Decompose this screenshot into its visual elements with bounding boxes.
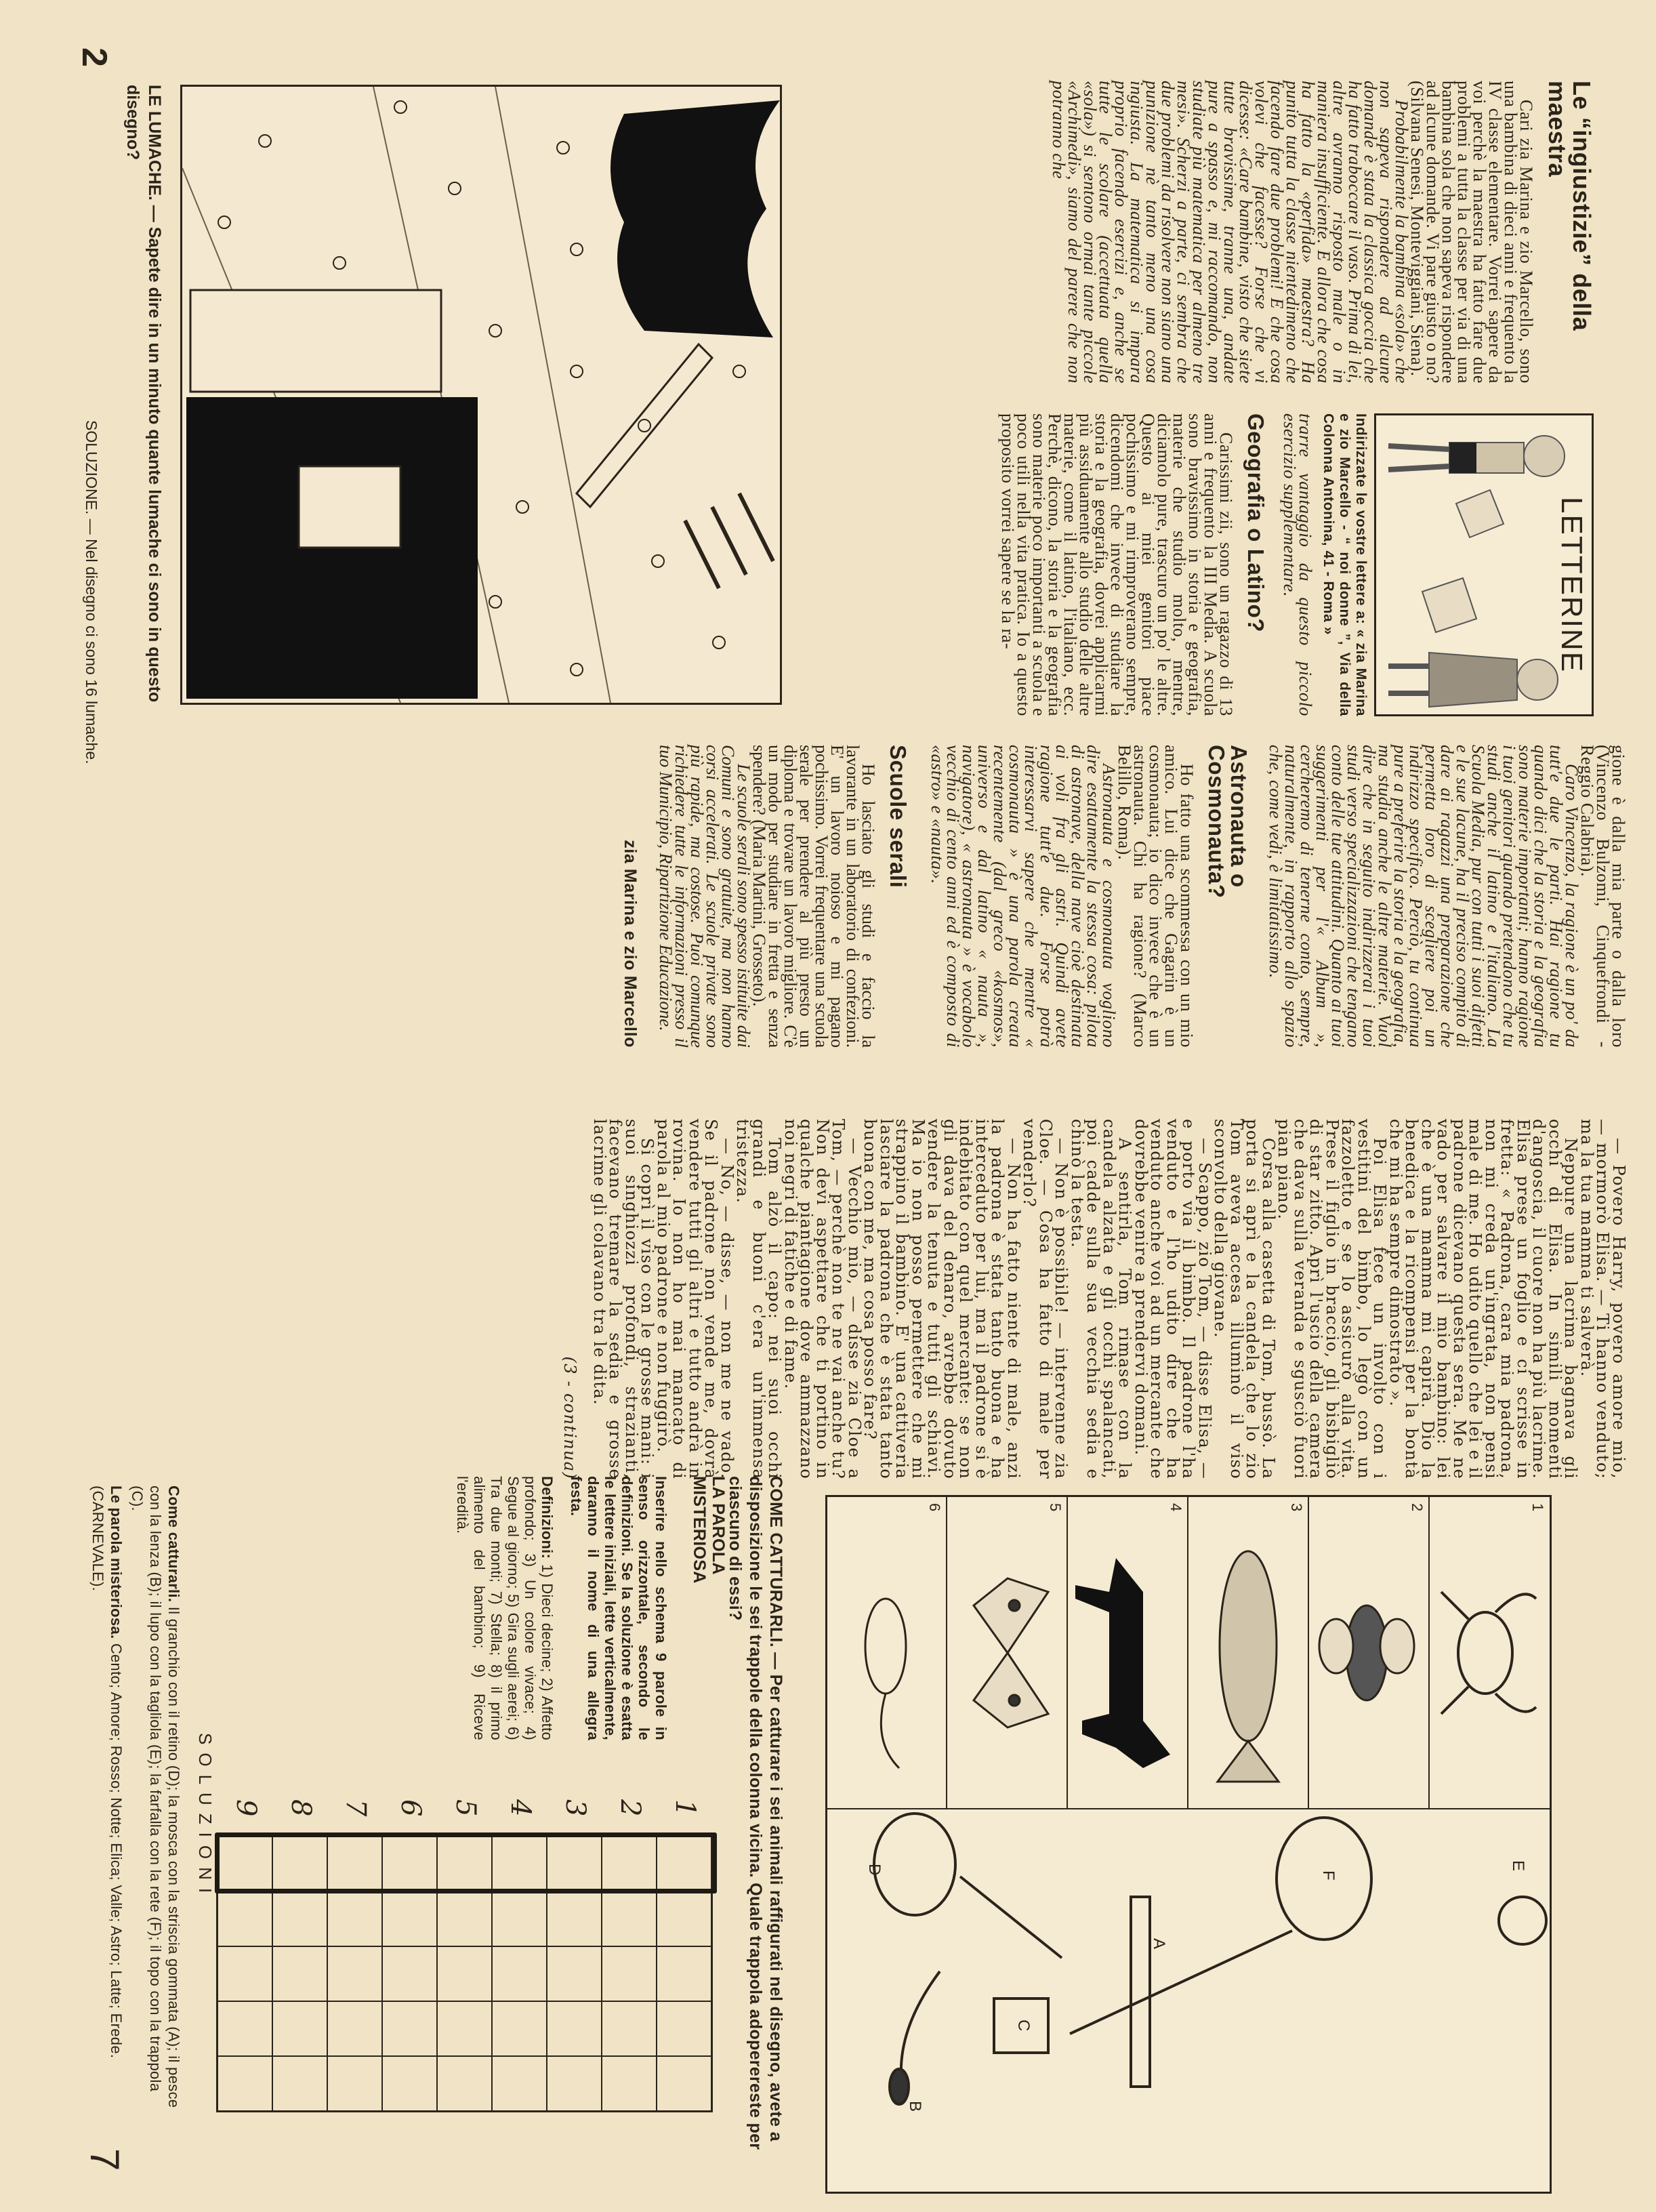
animals-and-traps-panel [825, 1495, 1552, 2194]
grid-cell [272, 2056, 327, 2111]
grid-cell [218, 2001, 272, 2056]
signature: zia Marina e zio Marcello [621, 840, 640, 1048]
story-paragraph: — Non ha fatto niente di male, anzi la padrona è stata tanto buona e ha interceduto per lui, ma il padrone si è indebitato con quel mercante: se non gli dava del denaro, avrebbe dovuto vendere la tenuta e tutti gli schiavi. Ma io non posso permettere che mi strappino il bambino. E' una cattiveria lasciare la padrona che è stata tanto buona con me, ma cosa posso fare? [861, 1119, 1023, 1479]
animal-number: 5 [1047, 1503, 1064, 1512]
grid-cell [327, 1891, 382, 1946]
animal-number: 4 [1167, 1503, 1184, 1512]
row-number: 2 [615, 1799, 646, 1817]
butterfly-icon [974, 1578, 1048, 1727]
row-number: 1 [669, 1799, 701, 1817]
reply-continuation: trarre vantaggio da questo piccolo esercizio supplementare. [1280, 413, 1315, 716]
grid-cell [547, 1946, 602, 2001]
article-heading: Astronauta o Cosmonauta? [1204, 745, 1251, 899]
mystery-word-puzzle [454, 1476, 728, 1740]
solution-label: Le parola misteriosa. [108, 1486, 125, 1639]
mouse-icon [865, 1599, 906, 1768]
gummed-strip-icon [1131, 1897, 1150, 2087]
letter-column-ingiustizie [784, 81, 1594, 384]
story-paragraph: — Non è possibile! — intervenne zia Cloe. — Cosa ha fatto di male per venderlo? [1020, 1119, 1071, 1479]
definitions-list: 1) Dieci decine; 2) Affetto profondo; 3) Un colore vivace; 4) Segue al giorno; 5) Gira sugli aerei; 6) Tra due monti; 7) Stella; 8) il primo alimento del bambino; 9) Riceve l'eredità. [454, 1476, 556, 1740]
story-paragraph: A sentirla, Tom rimase con la candela alzata e gli occhi spalancati, poi cadde sulla sua vecchia sedia e chinò la testa. [1068, 1119, 1135, 1479]
grid-cell [657, 1891, 711, 1946]
wolf-icon [1075, 1558, 1170, 1768]
catch-them-label: COME CATTURARLI. [766, 1476, 785, 1647]
letter-column-geografia [784, 413, 1594, 716]
page-number-right: 7 [82, 2148, 127, 2171]
grid-cell [492, 1891, 547, 1946]
grid-cell [657, 2001, 711, 2056]
snails-question [122, 85, 165, 762]
story-paragraph: Poi Elisa fece un involto con i vestitini del bimbo, lo legò con un fazzoletto e se lo assicurò alla vita. Prese il figlio in braccio, gli bisbigliò di star zitto. Aprì l'uscio della camera che dava sulla veranda e sgusciò fuori pian piano. [1275, 1119, 1390, 1479]
solution-text: Cento; Amore; Rosso; Notte; Elica; Valle; Astro; Latte; Erede. (CARNEVALE). [89, 1486, 125, 2059]
row-number: 3 [560, 1799, 591, 1817]
grid-cell [437, 2001, 492, 2056]
reply-text: Astronauta e cosmonauta vogliono dire esattamente la stessa cosa: pilota di astronave, della nave cioè destinata ai voli fra gli astri. Quindi avete ragione tutt'e due. Forse potrà interessarvi sapere che mentre « cosmonauta » è una parola creata recentemente (dal greco «kosmos», universo e dal latino « nauta », navigatore), « astronauta » è vocabolo vecchio di cento anni ed è composto di «astro» e «nauta». [928, 745, 1119, 1048]
grid-cell [382, 1891, 437, 1946]
grid-cell [437, 1946, 492, 2001]
row-number: 8 [285, 1799, 316, 1817]
grid-cell [602, 2056, 657, 2111]
grid-cell [218, 2056, 272, 2111]
grid-cell [492, 2056, 547, 2111]
solutions-title: SOLUZIONI [195, 1733, 215, 1902]
reader-letter: Cari zia Marina e zio Marcello, sono una bambina di dieci anni e frequento la IV classe elementare. Vorrei sapere da voi perchè la maestra ha fatto fare due problemi a tutta la classe per via di una bambina sola che non sapeva rispondere ad alcune domande. Vi pare giusto o no? (Silvana Senesi, Monteviggiani, Siena). [1407, 81, 1536, 384]
grid-cell [437, 2056, 492, 2111]
grid-cell [602, 1946, 657, 2001]
reader-letter: Ho fatto una scommessa con un mio amico. Lui dice che Gagarin è un cosmonauta; io dico invece che è un astronauta. Chi ha ragione? (Marco Belillo, Roma). [1115, 745, 1197, 1048]
row-number: 9 [230, 1799, 262, 1817]
story-paragraph: Tom alzò il capo: nei suoi occhi grandi e buoni c'era un'immensa tristezza. [733, 1119, 785, 1479]
letterine-banner [1374, 413, 1594, 716]
grid-cell [382, 2001, 437, 2056]
tree-foliage [610, 100, 780, 337]
catch-them-text: — Per catturare i sei animali raffigurati nel disegno, avete a disposizione le sei trappole della colonna vicina. Quale trappola adoperereste per ciascuno di essi? [726, 1476, 785, 2150]
story-paragraph: Corsa alla casetta di Tom, bussò. La porta si aprì e la candela che lo zio Tom aveva accesa illuminò il viso sconvolto della giovane. [1211, 1119, 1278, 1479]
grid-cell [437, 1891, 492, 1946]
trap-letter-E: E [1509, 1860, 1527, 1872]
mystery-word-instructions: Inserire nello schema 9 parole in senso orizzontale, secondo le definizioni. Se la soluzione è esatta le lettere iniziali, lette verticalmente, daranno il nome di una allegra festa. [568, 1476, 669, 1740]
trap-letter-F: F [1319, 1870, 1338, 1881]
reply-text: Le scuole serali sono spesso istituite dai Comuni e sono gratuite, ma non hanno corsi accelerati. Le scuole private sono più rapide, ma costose. Puoi comunque richiedere tutte le informazioni presso il tuo Municipio, Ripartizione Educazione. [656, 745, 753, 1048]
crab-icon [1441, 1592, 1536, 1714]
snails-question-label: LE LUMACHE. [145, 85, 164, 201]
hand-net-icon [874, 1814, 955, 1915]
story-paragraph: Neppure una lacrima bagnava gli occhi di Elisa. In simili momenti d'angoscia, il cuore non ha più lacrime. Elisa prese un foglio e ci scrisse in fretta: « Padrona, cara mia padrona, non mi creda un'ingrata, non pensi male di me. Ho udito quello che lei e il padrone dicevano questa sera. Me ne vado per salvare il mio bambino: lei che è una mamma mi capirà. Dio la benedica e la ricompensi per la bontà che mi ha sempre dimostrato ». [1386, 1119, 1581, 1479]
story-paragraph: — Vecchio mio, — disse zia Cloe a Tom, — perchè non te ne vai anche tu? Non devi aspettare che ti portino in qualche piantagione dove ammazzano noi negri di fatiche e di fame. [781, 1119, 864, 1479]
tree-trunk [577, 344, 712, 507]
grid-cell [547, 2001, 602, 2056]
row-number: 7 [340, 1799, 371, 1817]
solution-text: Il granchio con il retino (D); la mosca con la striscia gommata (A); il pesce con la lenza (B); il lupo con la tagliola (E); la farfalla con la rete (F); il topo con la trappola (C). [129, 1486, 182, 2108]
story-paragraph: Si coprì il viso con le grosse mani: i suoi singhiozzi profondi, strazianti, facevano tremare la sedia e grosse lacrime gli colavano tra le dita. [590, 1119, 657, 1479]
row-number: 4 [505, 1799, 536, 1817]
story-paragraph: — No, — disse, — non me ne vado. Se il padrone non vende me, dovrà vendere tutti gli altri e tutto andrà in rovina. Io non ho mai mancato di parola al mio padrone e non fuggirò. [654, 1119, 737, 1479]
mailing-address: Indirizzate le vostre lettere a: « zia Marina e zio Marcello - “ noi donne ”, Via della Colonna Antonina, 41 - Roma » [1321, 413, 1369, 716]
grid-cell [492, 2001, 547, 2056]
mystery-word-title: LA PAROLA MISTERIOSA [690, 1476, 728, 1584]
grid-cell [657, 1946, 711, 2001]
story-paragraph: — Scappo, zio Tom, — disse Elisa, — e porto via il bimbo. Il padrone l'ha venduto e l'ho udito dire che ha venduto anche voi ad un mercante che dovrebbe venire a prendervi domani. [1132, 1119, 1214, 1479]
grid-cell [272, 1946, 327, 2001]
article-heading: Geografia o Latino? [1243, 413, 1268, 633]
grid-cell [547, 1891, 602, 1946]
grid-cell [382, 1946, 437, 2001]
catch-them-puzzle [725, 1476, 786, 2174]
continued-note: (3 - continua) [560, 1356, 580, 1479]
article-heading: Le “ingiustizie” della maestra [1544, 81, 1596, 331]
grid-cell [218, 1891, 272, 1946]
grid-cell [272, 1891, 327, 1946]
row-number: 5 [450, 1799, 481, 1817]
letterine-title: LETTERINE [1555, 497, 1588, 674]
grid-cell [327, 2056, 382, 2111]
reader-letter-continuation: gione è dalla mia parte o dalla loro (Vincenzo Bulzomi, Cinquefrondi - Reggio Calabria). [1577, 745, 1628, 1048]
grid-cell [327, 2001, 382, 2056]
fishing-line-icon [901, 1971, 940, 2076]
grid-cell [382, 2056, 437, 2111]
story-paragraph: — Povero Harry, povero amore mio, — mormorò Elisa. — Ti hanno venduto; ma la tua mamma ti salverà. [1577, 1119, 1628, 1479]
row-number: 6 [395, 1799, 426, 1817]
grid-cell [272, 2001, 327, 2056]
grid-cell [492, 1946, 547, 2001]
grid-cell [602, 1891, 657, 1946]
animal-number: 6 [926, 1503, 943, 1512]
initials-column-highlight [215, 1832, 717, 1893]
solution-label: Come catturarli. [165, 1486, 182, 1603]
jaw-trap-icon [1499, 1897, 1546, 1944]
letter-column-astronauta [88, 745, 1626, 1048]
trap-letter-C: C [1014, 2020, 1033, 2032]
definitions-label: Definizioni: [539, 1476, 556, 1559]
reader-letter: Ho lasciato gli studi e faccio la lavorante in un laboratorio di confezioni. E' un lavoro noioso e mi pagano pochissimo. Vorrei frequentare una scuola serale per prendere al più presto un diploma e trovare un lavoro migliore. C'è un modo per studiare in fretta e senza spendere? (Maria Martini, Grosseto). [749, 745, 878, 1048]
story-column [88, 1119, 1626, 1479]
page-number-left: 2 [75, 47, 114, 67]
grid-cell [218, 1946, 272, 2001]
animal-number: 3 [1288, 1503, 1305, 1512]
solutions-section [89, 1486, 183, 2116]
reply-text: Caro Vincenzo, la ragione è un po' da tutt'e due le parti. Hai ragione tu quando dici che la storia e la geografia sono materie importanti; hanno ragione i tuoi genitori quando pretendono che tu studi anche il latino e l'italiano. La Scuola Media, pur con tutti i suoi difetti e le sue lacune, ha il preciso compito di dare ai ragazzi una preparazione che permetta loro di scegliere poi un indirizzo specifico. Perciò, tu continua pure a preferire la storia e la geografia, ma studia anche le altre materie. Vuol dire che in seguito indirizzerai i tuoi studi verso specializzazioni che tengano conto delle tue attitudini. Quanto ai tuoi suggerimenti per l'« Album », cercheremo di tenerne conto, sempre, naturalmente, in rapporto allo spazio che, come vedi, è limitatissimo. [1266, 745, 1581, 1048]
trap-letter-D: D [865, 1864, 884, 1876]
snails-solution: SOLUZIONE. — Nel disegno ci sono 16 lumache. [83, 420, 100, 764]
trap-letter-A: A [1150, 1938, 1168, 1950]
trap-letter-B: B [906, 2101, 924, 2112]
animal-number: 1 [1529, 1503, 1546, 1512]
reader-letter: Carissimi zii, sono un ragazzo di 13 anni e frequento la III Media. A scuola sono bravissimo in storia e geografia, materie che studio molto, mentre, diciamolo pure, trascuro un po' le altre. Questo ai miei genitori piace pochissimo e mi rimproverano sempre, dicendomi che invece di studiare la storia e la geografia, dovrei applicarmi più assiduamente allo studio delle altre materie, come il latino, l'italiano, ecc. Perchè, dicono, la storia e la geografia sono materie poco importanti a scuola e poco utili nella vita pratica. Io a questo proposito vorrei sapere se la ra- [998, 413, 1236, 716]
grid-cell [657, 2056, 711, 2111]
grid-cell [547, 2056, 602, 2111]
snails-illustration [180, 85, 782, 705]
reply-text: Probabilmente la bambina «sola» che non sapeva rispondere ad alcune domande è stata la classica goccia che ha fatto traboccare il vaso. Prima di lei, altre avranno risposto male o in maniera insufficiente. E allora che cosa ha fatto la «perfida» maestra? Ha punito tutta la classe nientedimeno che facendo fare due problemi! E che cosa volevi che facesse? Forse che vi dicesse: «Care bambine, visto che siete tutte bravissime, tranne una, andate pure a spasso e, mi raccomando, non studiate più matematica per almeno tre mesi». Scherzi a parte, ci sembra che due problemi da risolvere non siano una punizione nè tanto meno una cosa ingiusta. La matematica si impara proprio facendo esercizi e, anche se tutte le scolare (accettuata quella «sola») si sentono ormai tante piccole «Archimedi», siamo del parere che non potranno che [1049, 81, 1411, 384]
grid-cell [602, 2001, 657, 2056]
animal-number: 2 [1409, 1503, 1426, 1512]
fish-icon [1218, 1551, 1279, 1782]
grid-cell [327, 1946, 382, 2001]
article-heading: Scuole serali [886, 745, 911, 888]
fly-icon [1319, 1605, 1414, 1700]
snails-question-text: — Sapete dire in un minuto quante lumache ci sono in questo disegno? [123, 85, 164, 703]
